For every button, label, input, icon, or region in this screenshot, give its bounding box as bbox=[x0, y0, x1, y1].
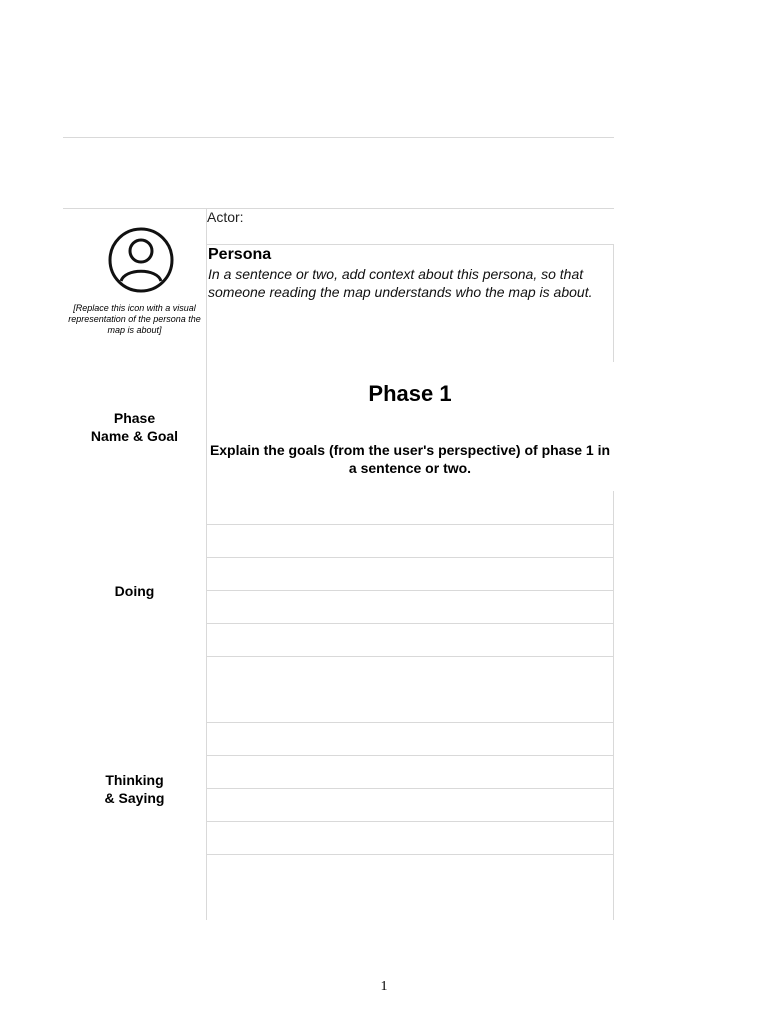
grid-rule bbox=[206, 788, 614, 789]
row-label-doing: Doing bbox=[114, 583, 155, 599]
persona-description[interactable]: In a sentence or two, add context about this persona, so that someone reading the map understands who the map is about. bbox=[208, 266, 593, 300]
grid-rule bbox=[206, 722, 614, 723]
grid-rule bbox=[206, 590, 614, 591]
icon-caption: [Replace this icon with a visual representation of the persona the map is about] bbox=[68, 303, 201, 335]
grid-rule bbox=[206, 557, 614, 558]
row-label-phase-text: Phase Name & Goal bbox=[90, 410, 179, 444]
grid-rule bbox=[206, 656, 614, 657]
persona-title[interactable]: Persona bbox=[208, 246, 272, 263]
top-rule bbox=[63, 137, 614, 138]
page-number: 1 bbox=[380, 979, 388, 994]
phase-title[interactable]: Phase 1 bbox=[368, 381, 452, 406]
grid-rule bbox=[206, 854, 614, 855]
row-label-thinking-text: Thinking & Saying bbox=[104, 772, 165, 806]
phase-goal[interactable]: Explain the goals (from the user's perspective) of phase 1 in a sentence or two. bbox=[209, 442, 611, 476]
grid-rule bbox=[206, 623, 614, 624]
grid-right-border bbox=[613, 491, 614, 920]
row-label-phase bbox=[63, 409, 206, 445]
user-circle-icon[interactable] bbox=[107, 226, 175, 294]
table-top-rule bbox=[63, 208, 614, 209]
actor-label[interactable]: Actor: bbox=[207, 209, 244, 225]
row-label-thinking bbox=[63, 771, 206, 807]
grid-rule bbox=[206, 755, 614, 756]
grid-rule bbox=[206, 524, 614, 525]
grid-rule bbox=[206, 821, 614, 822]
